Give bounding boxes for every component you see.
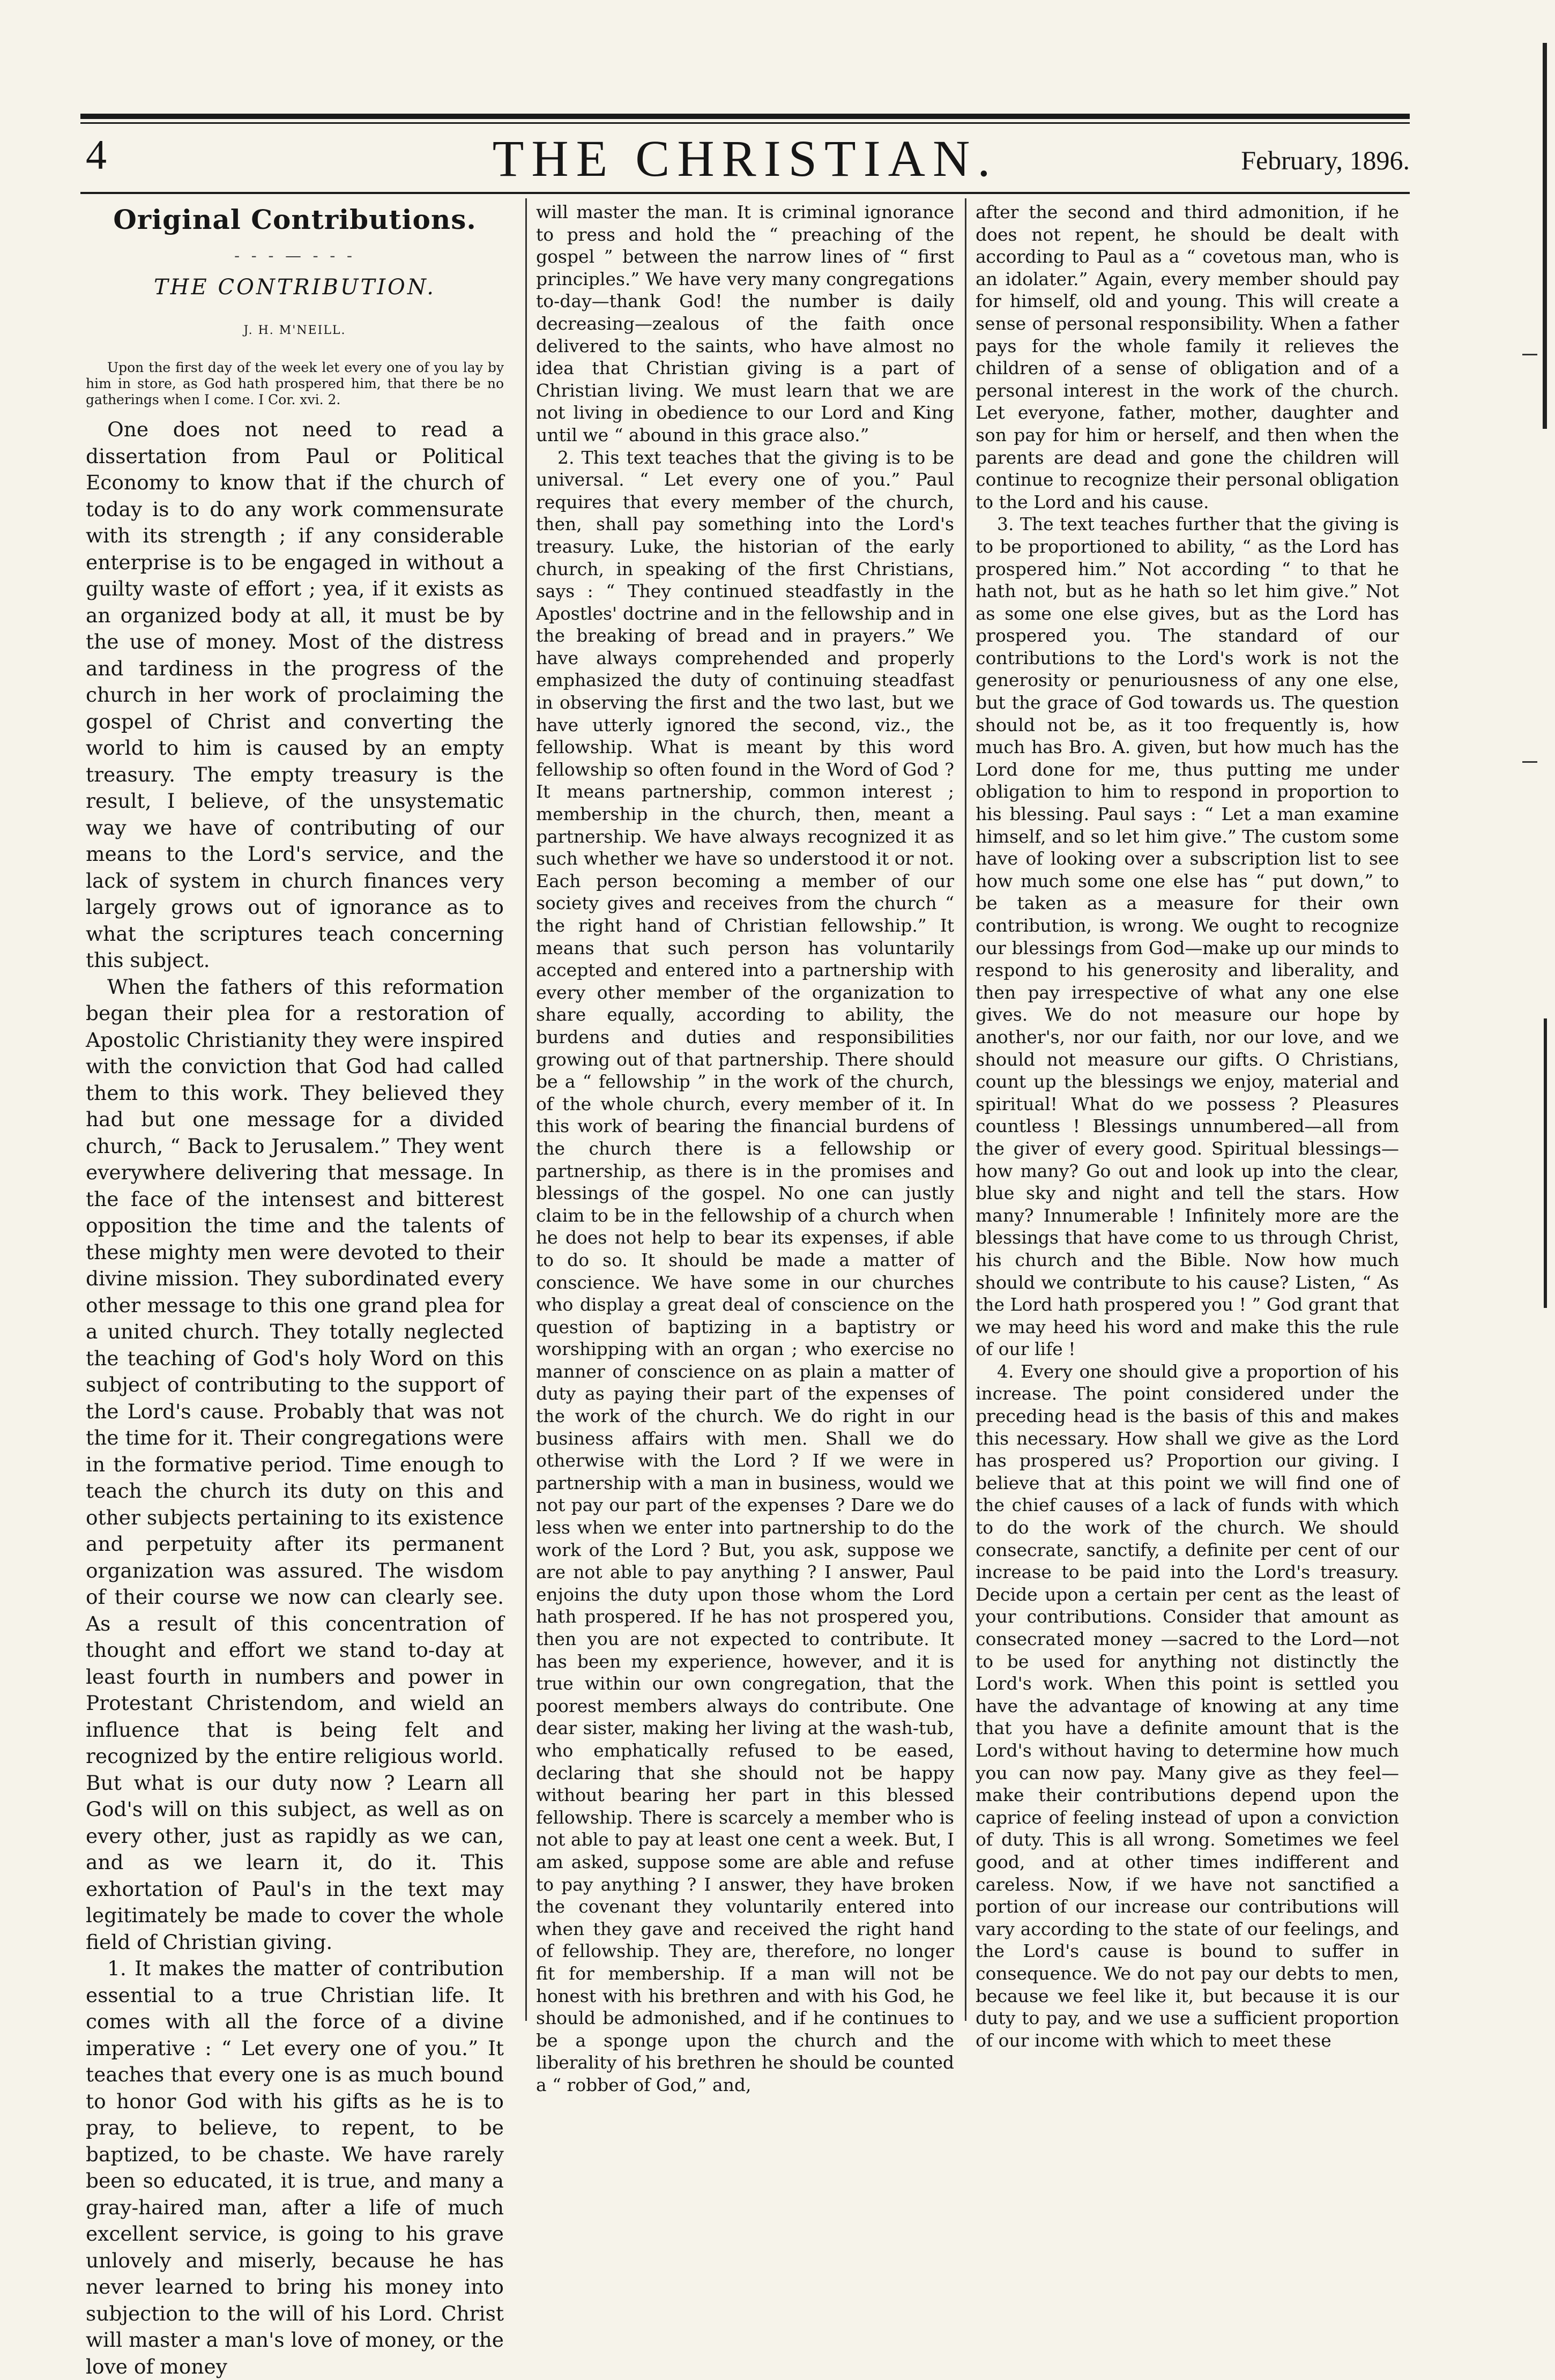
issue-date: February, 1896. <box>1241 145 1410 175</box>
column-divider-1 <box>525 198 527 2021</box>
ornament-dashes: - - - — - - - <box>234 246 356 265</box>
column-divider-2 <box>965 198 966 2021</box>
paragraph: One does not need to read a dissertation from Paul or Political Economy to know that if the church of today is to do any work commensurate with its strength ; if any considerable enterprise is to be engaged in without a guilty waste of effort ; yea, if it exists as an organized body at all, it must be by the use of money. Most of the distress and tardiness in the progress of the church in her work of proclaiming the gospel of Christ and converting the world to him is caused by an empty treasury. The empty treasury is the result, I believe, of the unsystematic way we have of contributing of our means to the Lord's service, and the lack of system in church finances very largely grows out of ignorance as to what the scriptures teach concerning this subject. <box>86 418 504 972</box>
paragraph: 2. This text teaches that the giving is to be universal. “ Let every one of you.” Paul requires that every member of the church, then, shall pay something into the Lord's treasury. Luke, the historian of the early church, in speaking of the first Christians, says : “ They continued steadfastly in the Apostles' doctrine and in the fellowship and in the breaking of bread and in prayers.” We have always comprehended and properly emphasized the duty of continuing steadfast in observing the first and the two last, but we have utterly ignored the second, viz., the fellowship. What is meant by this word fellowship so often found in the Word of God ? It means partnership, common interest ; membership in the church, then, meant a partnership. We have always recognized it as such whether we have so understood it or not. Each person becoming a member of our society gives and receives from the church “ the right hand of Christian fellowship.” It means that such person has voluntarily accepted and entered into a partnership with every other member of the organization to share equally, according to ability, the burdens and duties and responsibilities growing out of that partnership. There should be a “ fellowship ” in the work of the church, of the whole church, every member of it. In this work of bearing the financial burdens of the church there is a fellowship or partnership, as there is in the promises and blessings of the gospel. No one can justly claim to be in the fellowship of a church when he does not help to bear its expenses, if able to do so. It should be made a matter of conscience. We have some in our churches who display a great deal of conscience on the question of baptizing in a baptistry or worshipping with an organ ; who exercise no manner of conscience on as plain a matter of duty as paying their part of the expenses of the work of the church. We do right in our business affairs with men. Shall we do otherwise with the Lord ? If we were in partnership with a man in business, would we not pay our part of the expenses ? Dare we do less when we enter into partnership to do the work of the Lord ? But, you ask, suppose we are not able to pay anything ? I answer, Paul enjoins the duty upon those whom the Lord hath prospered. If he has not prospered you, then you are not expected to contribute. It has been my experience, however, and it is true within our own congregation, that the poorest members always do contribute. One dear sister, making her living at the wash-tub, who emphatically refused to be eased, declaring that she should not be happy without bearing her part in this blessed fellowship. There is scarcely a member who is not able to pay at least one cent a week. But, I am asked, suppose some are able and refuse to pay anything ? I answer, they have broken the covenant they voluntarily entered into when they gave and received the right hand of fellowship. They are, therefore, no longer fit for membership. If a man will not be honest with his brethren and with his God, he should be admonished, and if he continues to be a sponge upon the church and the liberality of his brethren he should be counted a “ robber of God,” and, <box>536 447 954 2095</box>
scan-edge-mark <box>1543 43 1547 429</box>
epigraph: Upon the first day of the week let every one of you lay by him in store, as God hath prospered him, that there be no gatherings when I come. I Cor. xvi. 2. <box>86 360 504 407</box>
paragraph: When the fathers of this reformation began their plea for a restoration of Apostolic Christianity they were inspired with the conviction that God had called them to this work. They believed they had but one message for a divided church, “ Back to Jerusalem.” They went everywhere delivering that message. In the face of the intensest and bitterest opposition the time and the talents of these mighty men were devoted to their divine mission. They subordinated every other message to this one grand plea for a united church. They totally neglected the teaching of God's holy Word on this subject of contributing to the support of the Lord's cause. Probably that was not the time for it. Their congregations were in the formative period. Time enough to teach the church its duty on this and other subjects pertaining to its existence and perpetuity after its permanent organization was assured. The wisdom of their course we now can clearly see. As a result of this concentration of thought and effort we stand to-day at least fourth in numbers and power in Protestant Christendom, and wield an influence that is being felt and recognized by the entire religious world. But what is our duty now ? Learn all God's will on this subject, as well as on every other, just as rapidly as we can, and as we learn it, do it. This exhortation of Paul's in the text may legitimately be made to cover the whole field of Christian giving. <box>86 975 504 1954</box>
masthead-rule <box>80 192 1410 194</box>
newspaper-title: THE CHRISTIAN. <box>492 130 998 187</box>
paragraph: 1. It makes the matter of contribution essential to a true Christian life. It comes with all the force of a divine imperative : “ Let every one of you.” It teaches that every one is as much bound to honor God with his gifts as he is to pray, to believe, to repent, to be baptized, to be chaste. We have rarely been so educated, it is true, and many a gray-haired man, after a life of much excellent service, is going to his grave unlovely and miserly, because he has never learned to bring his money into subjection to the will of his Lord. Christ will master a man's love of money, or the love of money <box>86 1957 504 2378</box>
scan-dash-mark <box>1522 354 1537 355</box>
article-title: THE CONTRIBUTION. <box>153 275 436 300</box>
section-heading: Original Contributions. <box>113 204 477 235</box>
column-3 <box>976 201 1399 2051</box>
column-1 <box>86 201 504 2378</box>
column-2 <box>536 201 954 2095</box>
top-rule <box>80 114 1410 119</box>
paragraph: after the second and third admonition, if he does not repent, he should be dealt with according to Paul as a “ covetous man, who is an idolater.” Again, every member should pay for himself, old and young. This will create a sense of personal responsibility. When a father pays for the whole family it relieves the children of a sense of obligation and of a personal interest in the work of the church. Let everyone, father, mother, daughter and son pay for him or herself, and then when the parents are dead and gone the children will continue to recognize their personal obligation to the Lord and his cause. <box>976 202 1399 512</box>
scan-dash-mark <box>1522 761 1537 763</box>
paragraph: 4. Every one should give a proportion of his increase. The point considered under the preceding head is the basis of this and makes this necessary. How shall we give as the Lord has prospered us? Proportion our giving. I believe that at this point we will find one of the chief causes of a lack of funds with which to do the work of the church. We should consecrate, sanctify, a definite per cent of our increase to be paid into the Lord's treasury. Decide upon a certain per cent as the least of your contributions. Consider that amount as consecrated money —sacred to the Lord—not to be used for anything not distinctly the Lord's work. When this point is settled you have the advantage of knowing at any time that you have a definite amount that is the Lord's without having to determine how much you can now pay. Many give as they feel—make their contributions depend upon the caprice of feeling instead of upon a conviction of duty. This is all wrong. Sometimes we feel good, and at other times indifferent and careless. Now, if we have not sanctified a portion of our increase our contributions will vary according to the state of our feelings, and the Lord's cause is bound to suffer in consequence. We do not pay our debts to men, because we feel like it, but because it is our duty to pay, and we use a sufficient proportion of our income with which to meet these <box>976 1360 1399 2051</box>
page-number: 4 <box>86 131 107 178</box>
top-rule-thin <box>80 122 1410 124</box>
masthead <box>80 129 1410 188</box>
paragraph: 3. The text teaches further that the giving is to be proportioned to ability, “ as the Lord has prospered him.” Not according “ to that he hath not, but as he hath so let him give.” Not as some one else gives, but as the Lord has prospered you. The standard of our contributions to the Lord's work is not the generosity or penuriousness of any one else, but the grace of God towards us. The question should not be, as it too frequently is, how much has Bro. A. given, but how much has the Lord done for me, thus putting me under obligation to him to respond in proportion to his blessing. Paul says : “ Let a man examine himself, and so let him give.” The custom some have of looking over a subscription list to see how much some one else has “ put down,” to be taken as a measure for their own contribution, is wrong. We ought to recognize our blessings from God—make up our minds to respond to his generosity and liberality, and then pay irrespective of what any one else gives. We do not measure our hope by another's, nor our faith, nor our love, and we should not measure our gifts. O Christians, count up the blessings we enjoy, material and spiritual! What do we possess ? Pleasures countless ! Blessings unnumbered—all from the giver of every good. Spiritual blessings—how many? Go out and look up into the clear, blue sky and night and tell the stars. How many? Innumerable ! Infinitely more are the blessings that have come to us through Christ, his church and the Bible. Now how much should we contribute to his cause? Listen, “ As the Lord hath prospered you ! ” God grant that we may heed his word and make this the rule of our life ! <box>976 514 1399 1360</box>
byline: J. H. M'NEILL. <box>243 323 346 337</box>
scan-edge-mark <box>1544 1018 1547 1308</box>
paragraph: will master the man. It is criminal ignorance to press and hold the “ preaching of the gospel ” between the narrow lines of “ first principles.” We have very many congregations to-day—thank God! the number is daily decreasing—zealous of the faith once delivered to the saints, who have almost no idea that Christian giving is a part of Christian living. We must learn that we are not living in obedience to our Lord and King until we “ abound in this grace also.” <box>536 202 954 445</box>
